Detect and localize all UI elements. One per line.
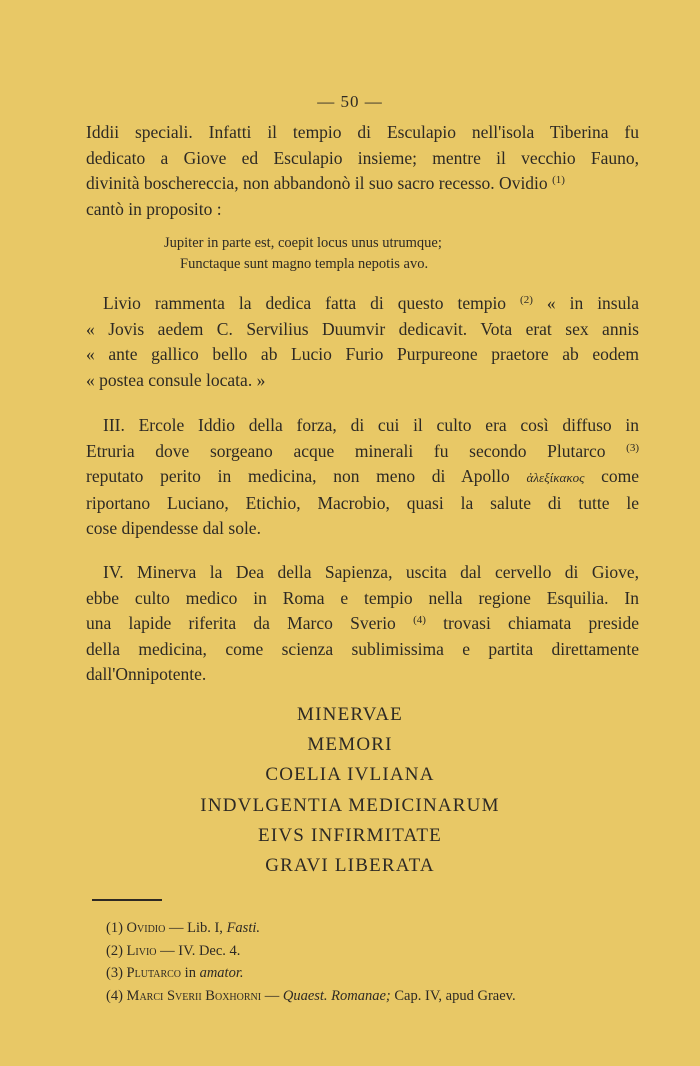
text-line: dall'Onnipotente. [86, 664, 207, 685]
text-line: una lapide riferita da Marco Sverio $^{(4)}$ trovasi chiamata preside [86, 613, 640, 634]
verse-line: Jupiter in parte est, coepit locus unus utrumque; [164, 235, 442, 251]
ovid-verse [0, 233, 700, 275]
footnote-divider [92, 899, 162, 901]
text-line: Etruria dove sorgeano acque minerali fu secondo Plutarco $^{(3)}$ [86, 440, 639, 461]
text-line: « postea consule locata. » [86, 369, 266, 390]
footnote-ref: (2) [520, 294, 533, 306]
text-line: divinità boschereccia, non abbandonò il suo sacro recesso. Ovidio $^{(1)}$ [86, 173, 565, 194]
footnotes [106, 917, 516, 1007]
text-line: Livio rammenta la dedica fatta di questo tempio $^{(2)}$ « in insula [103, 293, 639, 313]
text-line: cantò in proposito : [86, 198, 222, 219]
text-line: « Jovis aedem C. Servilius Duumvir dedicavit. Vota erat sex annis [86, 318, 639, 339]
text-line: cose dipendesse dal sole. [86, 518, 261, 539]
footnote-2: (2) Livio — IV. Dec. 4. [106, 942, 241, 959]
inscription-line: EIVS INFIRMITATE [258, 824, 442, 846]
inscription-line: INDVLGENTIA MEDICINARUM [200, 794, 500, 816]
inscription-line: COELIA IVLIANA [265, 764, 435, 786]
paragraph-minerva [86, 560, 639, 688]
inscription-line: MINERVAE [297, 704, 403, 725]
text-line: dedicato a Giove ed Esculapio insieme; mentre il vecchio Fauno, [86, 147, 639, 168]
text-line: reputato perito in medicina, non meno di Apollo ἀλεξίκακος come [86, 466, 640, 487]
inscription-line: MEMORI [307, 734, 393, 756]
text-line: riportano Luciano, Etichio, Macrobio, quasi la salute di tutte le [86, 492, 639, 513]
paragraph-ercole [86, 413, 639, 542]
footnote-1: (1) Ovidio — Lib. I, Fasti. [106, 920, 260, 936]
greek-word: ἀλεξίκακος [526, 470, 585, 486]
footnote-ref: (4) [413, 614, 426, 627]
text-line: della medicina, come scienza sublimissima e partita direttamente [86, 638, 639, 659]
text-line: IV. Minerva la Dea della Sapienza, uscita dal cervello di Giove, [103, 562, 639, 582]
footnote-3: (3) Plutarco in amator. [106, 965, 244, 982]
footnote-4: (4) Marci Sverii Boxhorni — Quaest. Romanae; Cap. IV, apud Graev. [106, 987, 516, 1004]
verse-line: Functaque sunt magno templa nepotis avo. [180, 256, 429, 272]
text-line: ebbe culto medico in Roma e tempio nella regione Esquilia. In [86, 587, 639, 608]
footnote-ref: (3) [626, 441, 639, 454]
paragraph-esculapio [86, 120, 639, 222]
text-line: « ante gallico bello ab Lucio Furio Purpureone praetore ab eodem [86, 344, 639, 365]
footnote-ref: (1) [552, 174, 565, 187]
paragraph-livio [86, 291, 639, 393]
inscription-line: GRAVI LIBERATA [265, 855, 435, 877]
latin-inscription [0, 700, 700, 881]
page-number: — 50 — [317, 92, 383, 111]
text-line: Iddii speciali. Infatti il tempio di Esculapio nell'isola Tiberina fu [86, 122, 639, 142]
text-line: III. Ercole Iddio della forza, di cui il culto era così diffuso in [103, 415, 639, 435]
